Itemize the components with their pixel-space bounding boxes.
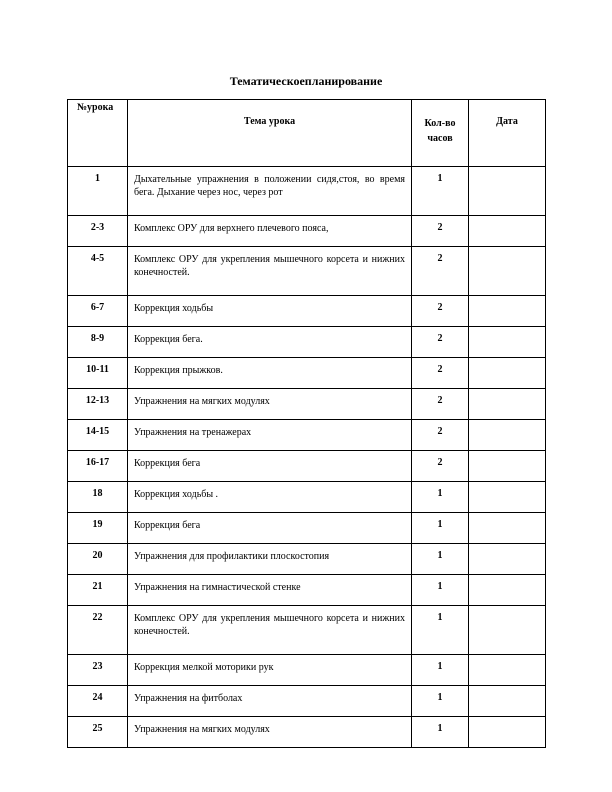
lesson-topic-cell: Комплекс ОРУ для укрепления мышечного корсета и нижних конечностей. <box>128 606 412 655</box>
table-row <box>68 358 546 389</box>
lesson-topic-cell: Упражнения на мягких модулях <box>128 389 412 420</box>
date-cell <box>469 575 546 606</box>
hours-cell: 2 <box>412 358 469 389</box>
lesson-topic-cell: Коррекция бега. <box>128 327 412 358</box>
table-row <box>68 717 546 748</box>
date-cell <box>469 296 546 327</box>
table-row <box>68 544 546 575</box>
table-row <box>68 247 546 296</box>
lesson-number-cell: 14-15 <box>68 420 128 451</box>
lesson-number-cell: 6-7 <box>68 296 128 327</box>
header-lesson-number: №урока <box>68 100 128 167</box>
date-cell <box>469 358 546 389</box>
hours-cell: 2 <box>412 296 469 327</box>
date-cell <box>469 389 546 420</box>
lesson-number-cell: 10-11 <box>68 358 128 389</box>
lesson-number-cell: 8-9 <box>68 327 128 358</box>
date-cell <box>469 482 546 513</box>
date-cell <box>469 327 546 358</box>
lesson-topic-cell: Коррекция бега <box>128 451 412 482</box>
lesson-number-cell: 19 <box>68 513 128 544</box>
lesson-number-cell: 22 <box>68 606 128 655</box>
lesson-topic-cell: Упражнения на фитболах <box>128 686 412 717</box>
date-cell <box>469 451 546 482</box>
hours-cell: 1 <box>412 575 469 606</box>
hours-cell: 2 <box>412 389 469 420</box>
lesson-topic-cell: Коррекция мелкой моторики рук <box>128 655 412 686</box>
date-cell <box>469 606 546 655</box>
hours-cell: 2 <box>412 247 469 296</box>
header-lesson-topic: Тема урока <box>128 100 412 167</box>
hours-cell: 2 <box>412 216 469 247</box>
table-row <box>68 216 546 247</box>
header-hours-line1: Кол-во <box>424 118 456 129</box>
table-row <box>68 513 546 544</box>
lesson-number-cell: 18 <box>68 482 128 513</box>
table-row <box>68 451 546 482</box>
lesson-number-cell: 4-5 <box>68 247 128 296</box>
lesson-number-cell: 2-3 <box>68 216 128 247</box>
table-row <box>68 420 546 451</box>
lesson-topic-cell: Упражнения на мягких модулях <box>128 717 412 748</box>
header-hours <box>412 100 469 167</box>
lesson-topic-cell: Упражнения для профилактики плоскостопия <box>128 544 412 575</box>
table-header-row <box>68 100 546 167</box>
hours-cell: 1 <box>412 606 469 655</box>
table-row <box>68 167 546 216</box>
date-cell <box>469 655 546 686</box>
table-row <box>68 389 546 420</box>
date-cell <box>469 544 546 575</box>
header-date: Дата <box>469 100 546 167</box>
lesson-topic-cell: Коррекция бега <box>128 513 412 544</box>
table-row <box>68 327 546 358</box>
date-cell <box>469 167 546 216</box>
page-title: Тематическоепланирование <box>229 74 383 88</box>
date-cell <box>469 686 546 717</box>
lesson-number-cell: 1 <box>68 167 128 216</box>
lesson-topic-cell: Упражнения на тренажерах <box>128 420 412 451</box>
hours-cell: 2 <box>412 327 469 358</box>
hours-cell: 1 <box>412 482 469 513</box>
hours-cell: 1 <box>412 544 469 575</box>
hours-cell: 2 <box>412 420 469 451</box>
lesson-topic-cell: Упражнения на гимнастической стенке <box>128 575 412 606</box>
hours-cell: 1 <box>412 686 469 717</box>
date-cell <box>469 216 546 247</box>
table-row <box>68 606 546 655</box>
lesson-number-cell: 24 <box>68 686 128 717</box>
date-cell <box>469 420 546 451</box>
lesson-topic-cell: Комплекс ОРУ для верхнего плечевого пояса, <box>128 216 412 247</box>
table-row <box>68 296 546 327</box>
hours-cell: 1 <box>412 513 469 544</box>
table-row <box>68 575 546 606</box>
hours-cell: 1 <box>412 655 469 686</box>
date-cell <box>469 247 546 296</box>
lesson-number-cell: 12-13 <box>68 389 128 420</box>
date-cell <box>469 513 546 544</box>
header-hours-line2: часов <box>427 133 453 144</box>
table-row <box>68 686 546 717</box>
lesson-topic-cell: Дыхательные упражнения в положении сидя,стоя, во время бега. Дыхание через нос, через рот <box>128 167 412 216</box>
lesson-topic-cell: Коррекция ходьбы <box>128 296 412 327</box>
table-row <box>68 482 546 513</box>
lesson-number-cell: 21 <box>68 575 128 606</box>
table-row <box>68 655 546 686</box>
lesson-number-cell: 23 <box>68 655 128 686</box>
lesson-topic-cell: Коррекция ходьбы . <box>128 482 412 513</box>
lesson-number-cell: 16-17 <box>68 451 128 482</box>
lesson-number-cell: 20 <box>68 544 128 575</box>
hours-cell: 1 <box>412 717 469 748</box>
lesson-number-cell: 25 <box>68 717 128 748</box>
lesson-topic-cell: Комплекс ОРУ для укрепления мышечного корсета и нижних конечностей. <box>128 247 412 296</box>
hours-cell: 1 <box>412 167 469 216</box>
lesson-topic-cell: Коррекция прыжков. <box>128 358 412 389</box>
date-cell <box>469 717 546 748</box>
lesson-plan-table <box>67 99 546 748</box>
hours-cell: 2 <box>412 451 469 482</box>
